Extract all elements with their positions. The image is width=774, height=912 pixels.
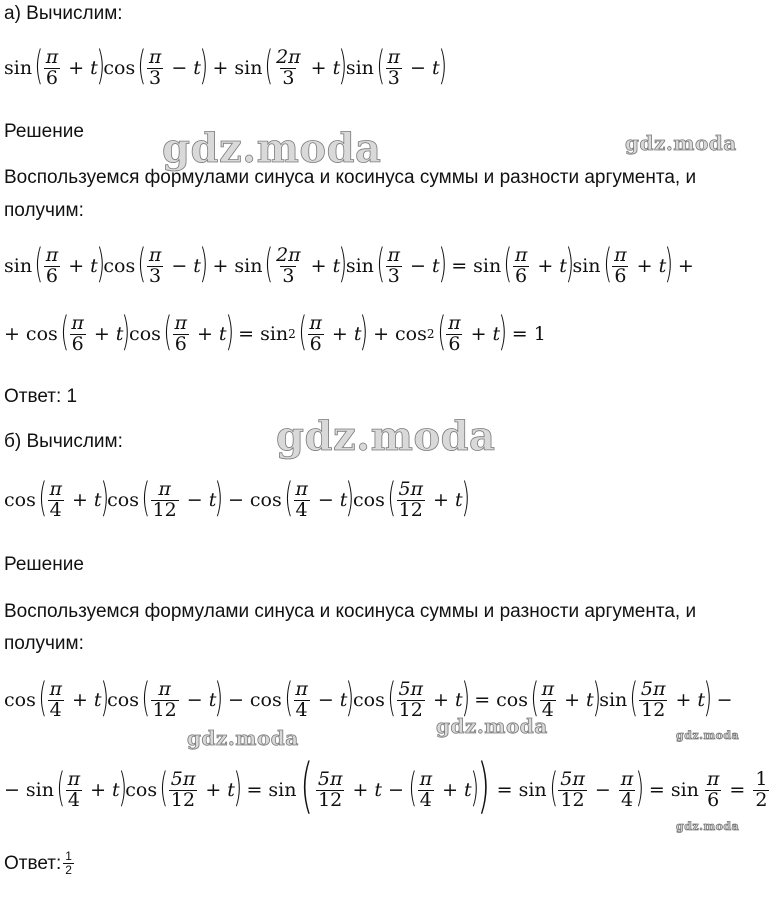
part-b-answer: Ответ: $\frac{1}{2}$ xyxy=(4,849,72,877)
part-b-heading: б) Вычислим: xyxy=(4,431,123,452)
fraction: $\frac{\pi}{6}$ xyxy=(45,46,59,89)
fn-sin: sin xyxy=(4,56,33,79)
answer-fraction: $\frac{1}{2}$ xyxy=(65,849,72,877)
watermark: gdz.moda xyxy=(187,726,299,750)
part-a-method-line2: получим: xyxy=(4,200,84,221)
part-a-method-line1: Воспользуемся формулами синуса и косинуса суммы и разности аргумента, и xyxy=(4,167,697,188)
part-b-method-line1: Воспользуемся формулами синуса и косинуса суммы и разности аргумента, и xyxy=(4,601,697,622)
watermark: gdz.moda xyxy=(625,131,737,155)
part-a-answer: Ответ: 1 xyxy=(4,386,78,407)
part-a-equation-line1: sin ( $\frac{\pi}{6}$ + t ) cos ( $\frac{\pi}{3}$ − t ) + sin ( $\frac{2\pi}{3}$ + t ) sin ( $\frac{\pi}{3}$ − t ) = sin ( $\frac{\pi}{6}$ + t ) sin ( $\frac{\pi}{6}$ + t ) + xyxy=(4,241,694,288)
watermark: gdz.moda xyxy=(676,820,740,833)
watermark: gdz.moda xyxy=(276,413,496,460)
part-a-solution-label: Решение xyxy=(4,121,84,142)
watermark: gdz.moda xyxy=(162,125,382,172)
part-b-method-line2: получим: xyxy=(4,633,84,654)
watermark: gdz.moda xyxy=(436,714,548,738)
paren: ( xyxy=(34,43,44,90)
part-b-equation-line1: cos ( $\frac{\pi}{4}$ + t ) cos ( $\frac{\pi}{12}$ − t ) − cos ( $\frac{\pi}{4}$ − t ) cos ( $\frac{5\pi}{12}$ + t ) = cos ( $\frac{\pi}{4}$ + t ) sin ( $\frac{5\pi}{12}$ + t ) − xyxy=(4,675,733,722)
part-b-expression: cos ( $\frac{\pi}{4}$ + t ) cos ( $\frac{\pi}{12}$ − t ) − cos ( $\frac{\pi}{4}$ − t ) cos ( $\frac{5\pi}{12}$ + t ) xyxy=(4,475,470,522)
part-a-expression: sin ( $\frac{\pi}{6}$ + t ) cos ( $\frac{\pi}{3}$ − t ) + sin ( $\frac{2\pi}{3}$ + t ) sin ( $\frac{\pi}{3}$ − t ) xyxy=(4,43,447,90)
part-b-equation-line2: − sin ( $\frac{\pi}{4}$ + t ) cos ( $\frac{5\pi}{12}$ + t ) = sin ( $\frac{5\pi}{12}$ + t − ( $\frac{\pi}{4}$ + t ) ) = sin ( $\frac{5\pi}{12}$ − $\frac{\pi}{4}$ ) = sin $\frac{\pi}{6}$ = $\frac{1}{2}$ xyxy=(4,751,768,821)
part-a-equation-line2: + cos ( $\frac{\pi}{6}$ + t ) cos ( $\frac{\pi}{6}$ + t ) = sin 2 ( $\frac{\pi}{6}$ + t ) + cos 2 ( $\frac{\pi}{6}$ + t ) = 1 xyxy=(4,309,546,356)
part-a-heading: а) Вычислим: xyxy=(4,3,123,24)
watermark: gdz.moda xyxy=(676,729,740,742)
part-b-solution-label: Решение xyxy=(4,554,84,575)
